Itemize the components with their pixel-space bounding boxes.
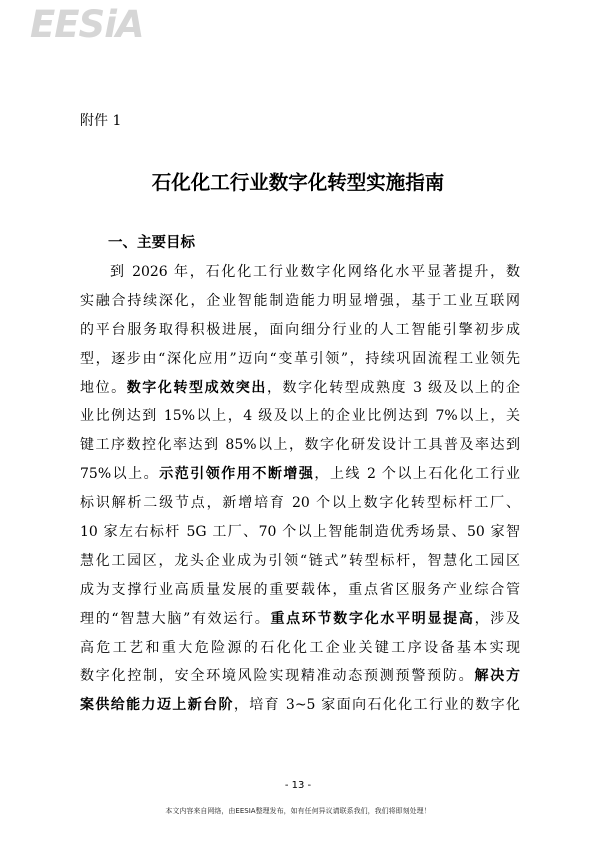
paragraph-text: 地位。	[80, 379, 127, 396]
attachment-label: 附件 1	[80, 113, 122, 129]
paragraph-line	[80, 287, 520, 316]
paragraph-line	[80, 518, 520, 547]
bold-text: 示范引领作用不断增强	[159, 466, 315, 483]
paragraph-text: 理的“智慧大脑”有效运行。	[80, 610, 271, 627]
bold-text: 重点环节数字化水平明显提高	[270, 610, 475, 627]
paragraph-line	[80, 691, 520, 720]
paragraph-text: ，涉及	[474, 610, 520, 627]
paragraph-text: 数字化控制，安全环境风险实现精准动态预测预警预防。	[80, 668, 475, 685]
bold-text: 解决方	[474, 668, 521, 685]
paragraph-line	[80, 634, 520, 663]
paragraph-text: 标识解析二级节点，新增培育 20 个以上数字化转型标杆工厂、	[80, 495, 520, 512]
paragraph-line	[80, 316, 520, 345]
paragraph-line	[80, 374, 520, 403]
paragraph-text: 的平台服务取得积极进展，面向细分行业的人工智能引擎初步成	[80, 321, 520, 338]
paragraph-line	[80, 605, 520, 634]
bold-text: 数字化转型成效突出	[126, 379, 267, 396]
paragraph-text: 成为支撑行业高质量发展的重要载体，重点省区服务产业综合管	[80, 581, 520, 598]
paragraph-text: 高危工艺和重大危险源的石化化工企业关键工序设备基本实现	[80, 639, 520, 656]
document-title: 石化化工行业数字化转型实施指南	[151, 171, 445, 194]
body-paragraph	[80, 258, 520, 720]
paragraph-line	[80, 431, 520, 460]
paragraph-line	[80, 576, 520, 605]
paragraph-text: 型，逐步由“深化应用”迈向“变革引领”，持续巩固流程工业领先	[80, 350, 520, 367]
paragraph-text: 业比例达到 15%以上，4 级及以上的企业比例达到 7%以上，关	[80, 408, 520, 425]
paragraph-text: 75%以上。	[80, 466, 160, 483]
paragraph-text: 慧化工园区，龙头企业成为引领“链式”转型标杆，智慧化工园区	[80, 552, 520, 569]
paragraph-text: 10 家左右标杆 5G 工厂、70 个以上智能制造优秀场景、50 家智	[80, 524, 520, 541]
eesia-logo: EESiA	[30, 3, 144, 46]
paragraph-line	[80, 345, 520, 374]
page-number: - 13 -	[284, 780, 312, 791]
paragraph-text: 实融合持续深化，企业智能制造能力明显增强，基于工业互联网	[80, 292, 520, 309]
paragraph-line	[80, 460, 520, 489]
paragraph-line	[80, 258, 520, 287]
footer-notice: 本文内容来自网络，由EESIA整理发布，如有任何异议请联系我们，我们将即刻处理！	[165, 807, 431, 815]
paragraph-text: ，数字化转型成熟度 3 级及以上的企	[266, 379, 520, 396]
paragraph-line	[80, 547, 520, 576]
paragraph-line	[80, 402, 520, 431]
section-heading: 一、主要目标	[108, 235, 195, 251]
paragraph-text: 键工序数控化率达到 85%以上，数字化研发设计工具普及率达到	[80, 437, 520, 454]
paragraph-text: 到 2026 年，石化化工行业数字化网络化水平显著提升，数	[110, 264, 520, 280]
paragraph-line	[80, 662, 520, 691]
paragraph-text: ，培育 3~5 家面向石化化工行业的数字化	[233, 697, 520, 714]
paragraph-line	[80, 489, 520, 518]
paragraph-text: ，上线 2 个以上石化化工行业	[314, 466, 520, 483]
bold-text: 案供给能力迈上新台阶	[80, 697, 234, 714]
